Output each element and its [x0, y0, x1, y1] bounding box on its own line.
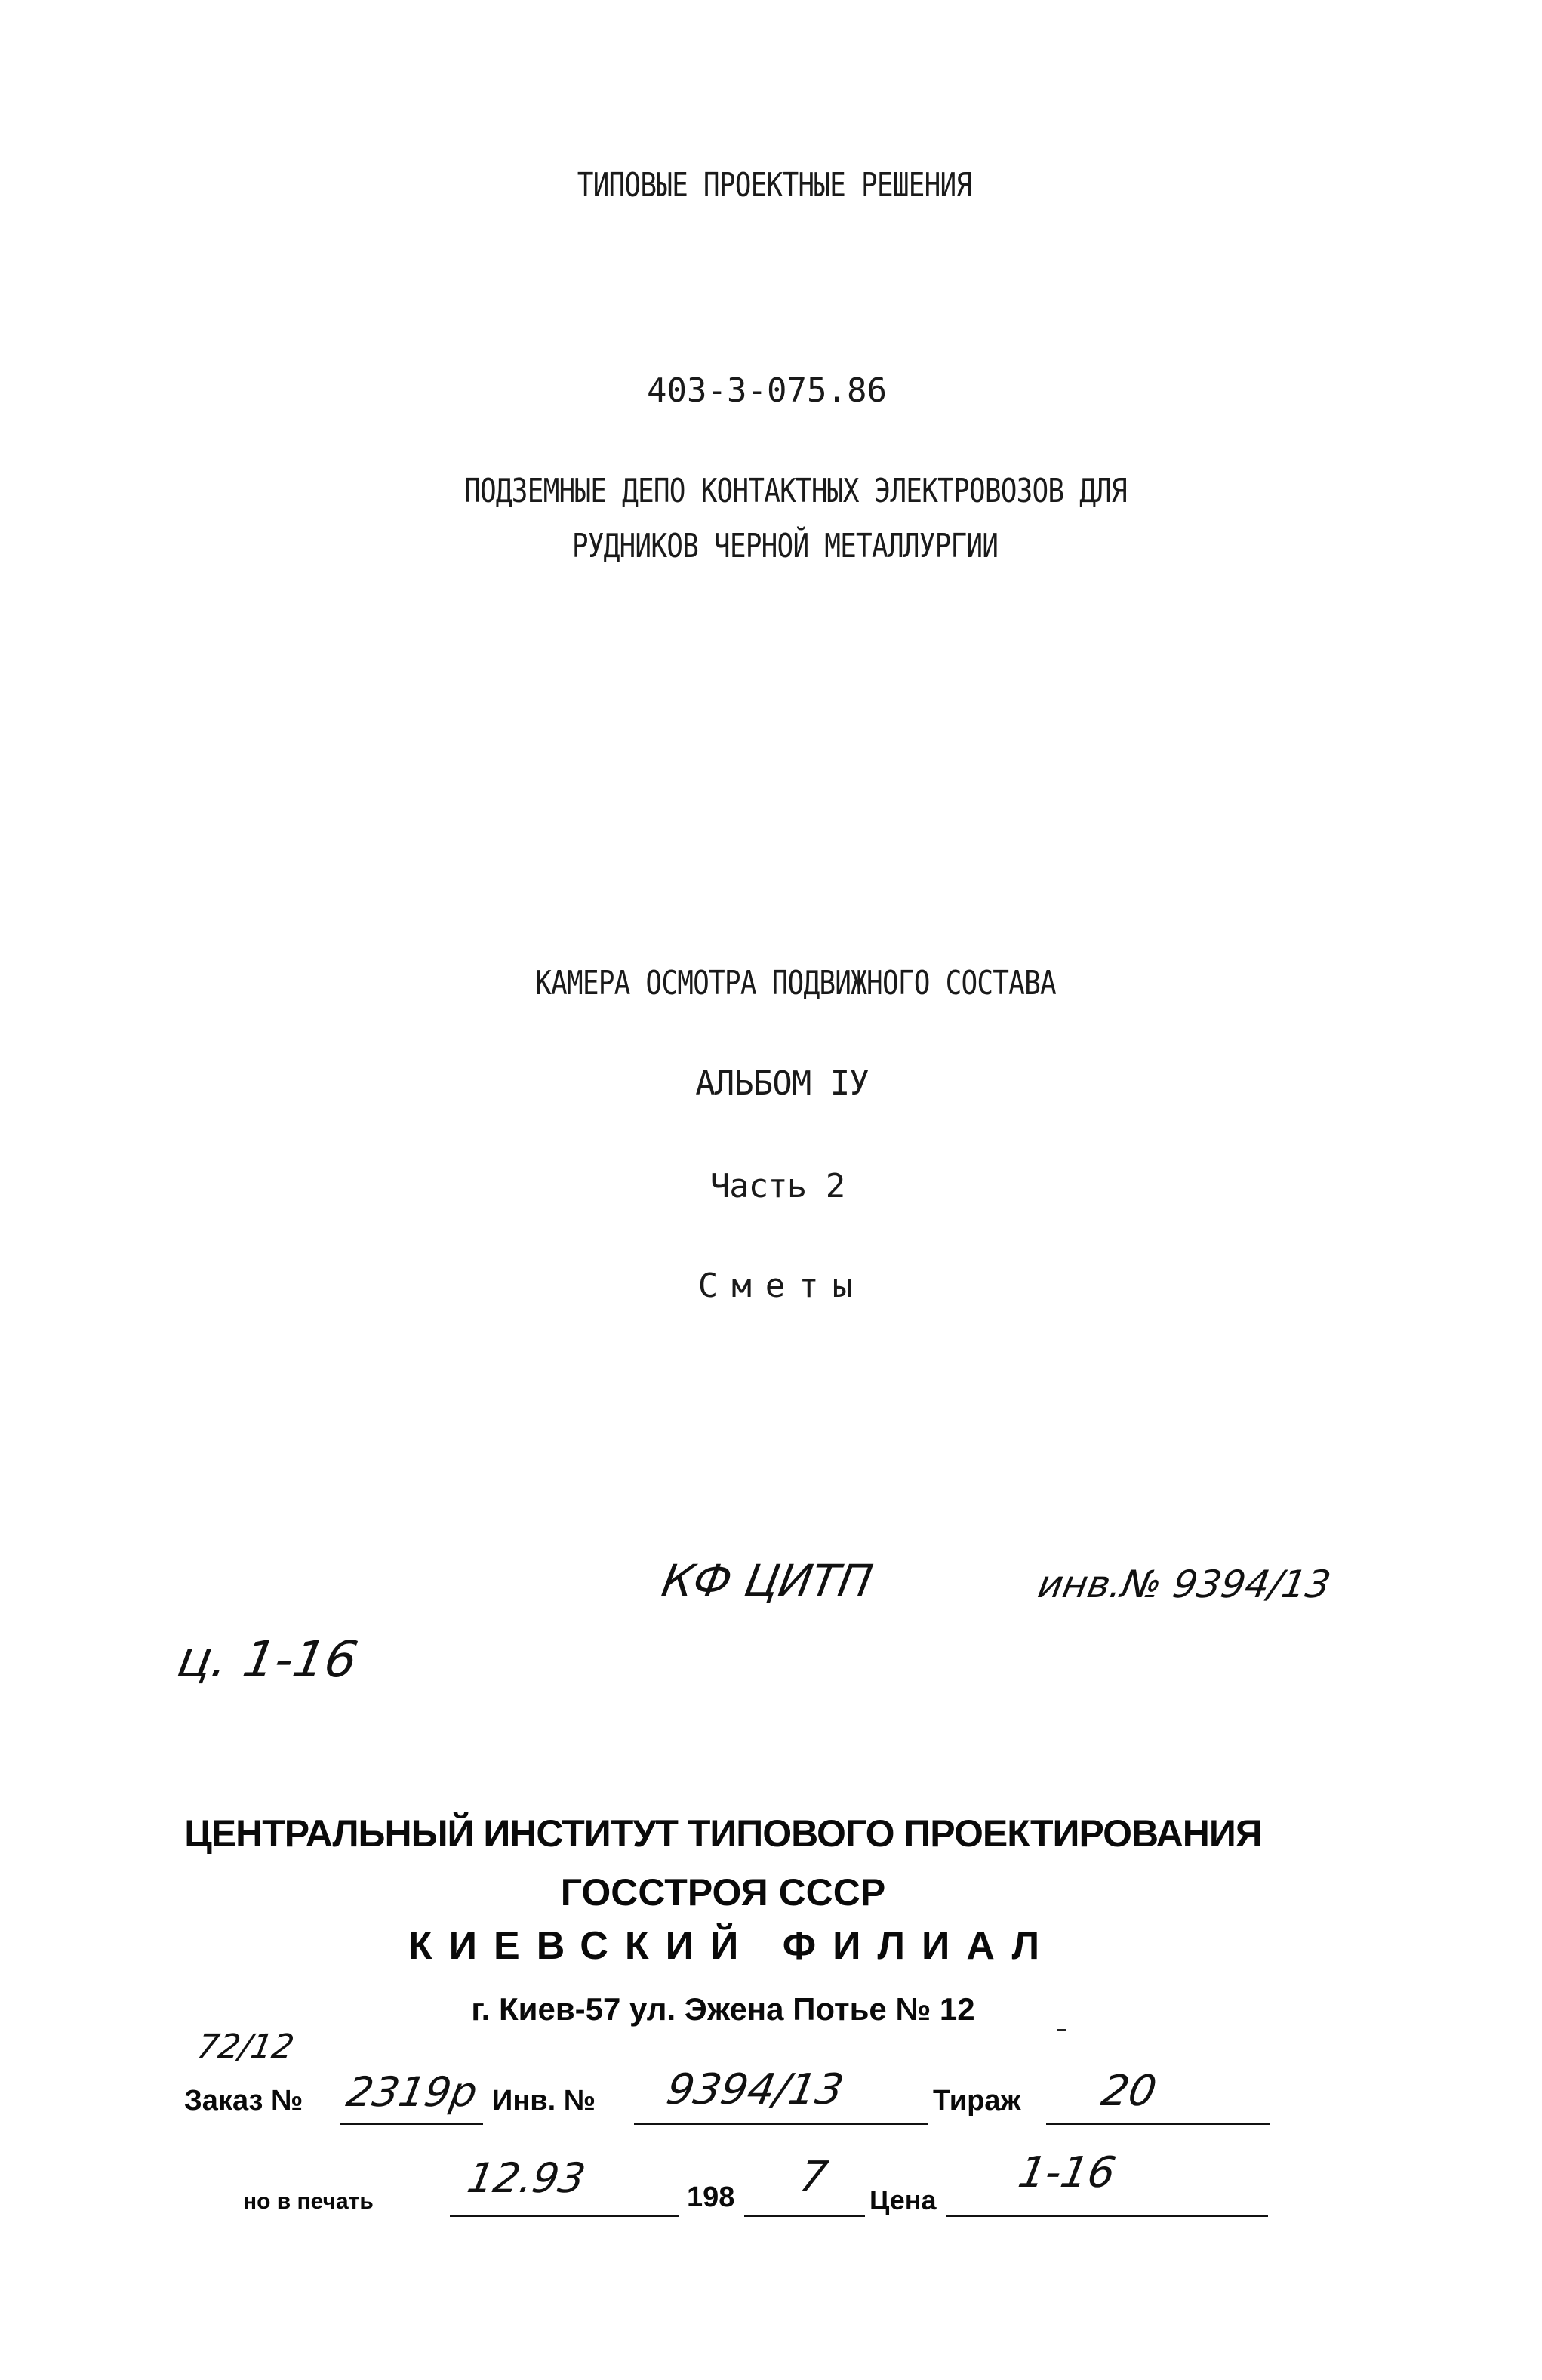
- price-value: 1-16: [1014, 2148, 1119, 2197]
- handwritten-inventory-note: инв.№ 9394/13: [1034, 1563, 1334, 1606]
- inventory-number-value: 9394/13: [663, 2065, 848, 2114]
- document-code: 403-3-075.86: [647, 371, 887, 410]
- signed-to-print-field: [450, 2215, 679, 2217]
- print-run-label: Тираж: [933, 2085, 1021, 2117]
- album-number: АЛЬБОМ IУ: [695, 1064, 869, 1103]
- price-field: [946, 2215, 1268, 2217]
- order-number-label: Заказ №: [184, 2085, 303, 2117]
- year-label: 198: [687, 2181, 735, 2213]
- title-line-2: РУДНИКОВ ЧЕРНОЙ МЕТАЛЛУРГИИ: [571, 527, 999, 565]
- inventory-number-field: [634, 2123, 928, 2125]
- print-run-field: [1046, 2123, 1270, 2125]
- series-heading: ТИПОВЫЕ ПРОЕКТНЫЕ РЕШЕНИЯ: [577, 166, 972, 205]
- print-run-value: 20: [1097, 2067, 1160, 2116]
- part-number: Часть 2: [709, 1167, 845, 1205]
- address-dash: [1057, 2029, 1066, 2031]
- order-number-field: [340, 2123, 483, 2125]
- signed-to-print-value: 12.93: [463, 2154, 589, 2202]
- publisher-gosstroy: ГОССТРОЯ СССР: [560, 1871, 886, 1914]
- subject-heading: КАМЕРА ОСМОТРА ПОДВИЖНОГО СОСТАВА: [535, 964, 1056, 1002]
- title-line-1: ПОДЗЕМНЫЕ ДЕПО КОНТАКТНЫХ ЭЛЕКТРОВОЗОВ ДЛЯ: [464, 472, 1127, 510]
- publisher-institute: ЦЕНТРАЛЬНЫЙ ИНСТИТУТ ТИПОВОГО ПРОЕКТИРОВАНИЯ: [184, 1812, 1262, 1855]
- handwritten-kf-citp: КФ ЦИТП: [658, 1555, 877, 1606]
- year-field: [744, 2215, 865, 2217]
- inventory-number-label: Инв. №: [492, 2085, 596, 2117]
- signed-to-print-label: но в печать: [243, 2189, 374, 2214]
- handwritten-pages: ц. 1-16: [173, 1630, 362, 1689]
- order-prefix: 72/12: [194, 2027, 297, 2066]
- publisher-address: г. Киев-57 ул. Эжена Потье № 12: [471, 1991, 975, 2027]
- price-label: Цена: [869, 2184, 937, 2215]
- order-number-value: 2319р: [343, 2068, 482, 2116]
- year-value: 7: [796, 2153, 832, 2202]
- document-kind: Сметы: [697, 1267, 866, 1305]
- publisher-branch: КИЕВСКИЙ ФИЛИАЛ: [408, 1924, 1057, 1968]
